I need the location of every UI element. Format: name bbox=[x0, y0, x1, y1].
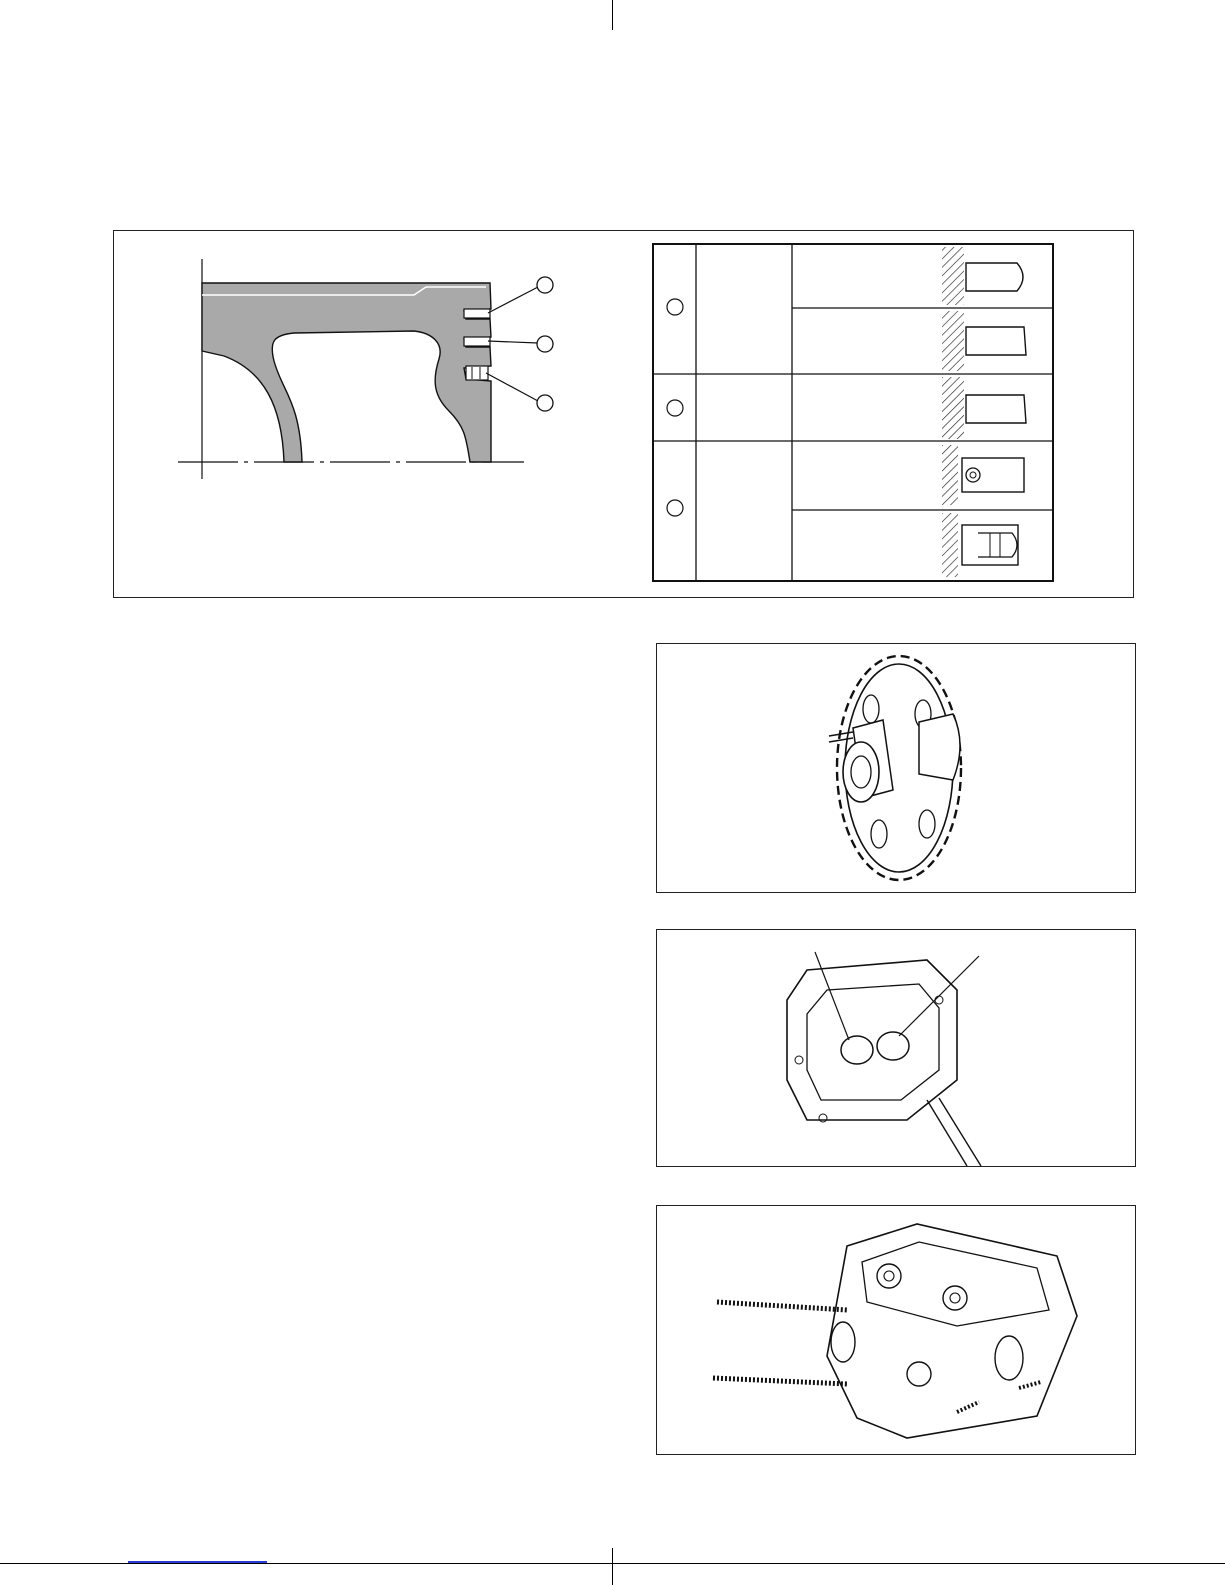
ring-type-table bbox=[652, 243, 1054, 583]
cylinder-head-assembly-figure bbox=[656, 1205, 1136, 1455]
cylinder-head-ports-drawing bbox=[657, 930, 1135, 1166]
cylinder-head-assembly-drawing bbox=[657, 1206, 1135, 1454]
bottom-crop-mark bbox=[612, 1548, 613, 1585]
footer-link[interactable] bbox=[128, 1561, 267, 1563]
footer-rule bbox=[0, 1563, 1225, 1564]
piston-ring-figure bbox=[113, 230, 1134, 598]
top-crop-mark bbox=[612, 0, 613, 30]
camshaft-sprocket-drawing bbox=[657, 644, 1135, 892]
camshaft-sprocket-figure bbox=[656, 643, 1136, 893]
cylinder-head-ports-figure bbox=[656, 929, 1136, 1167]
